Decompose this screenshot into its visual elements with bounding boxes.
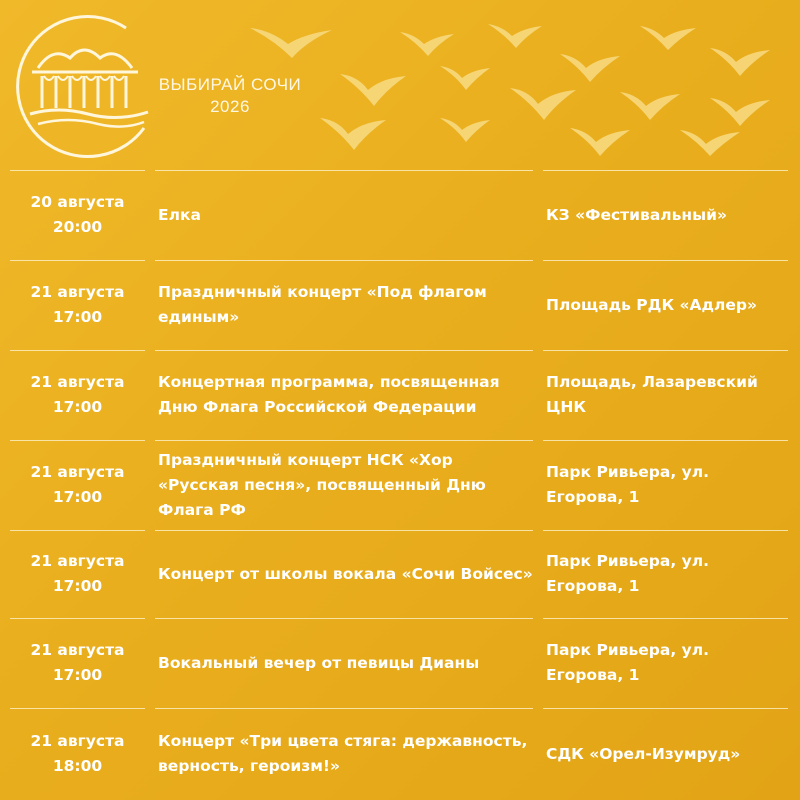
event-title: Вокальный вечер от певицы Дианы: [158, 653, 480, 672]
event-date: 21 августа 17:00: [30, 463, 125, 506]
event-date: 21 августа 17:00: [30, 373, 125, 416]
event-date: 21 августа 18:00: [30, 732, 125, 775]
event-place: Площадь РДК «Адлер»: [546, 295, 758, 314]
table-row: [0, 618, 800, 708]
header: [0, 0, 800, 170]
table-row: [0, 260, 800, 350]
event-title: Концерт «Три цвета стяга: державность, верность, героизм!»: [158, 732, 528, 775]
table-row: [0, 530, 800, 618]
table-row: [0, 350, 800, 440]
table-row: [0, 170, 800, 260]
event-title: Концертная программа, посвященная Дню Флага Российской Федерации: [158, 373, 500, 416]
event-date: 21 августа 17:00: [30, 283, 125, 326]
event-place: Площадь, Лазаревский ЦНК: [546, 373, 758, 416]
event-title: Праздничный концерт НСК «Хор «Русская песня», посвященный Дню Флага РФ: [158, 450, 486, 519]
brand-line-2: 2026: [210, 97, 250, 116]
event-place: СДК «Орел-Изумруд»: [546, 744, 741, 763]
event-place: Парк Ривьера, ул. Егорова, 1: [546, 463, 709, 506]
event-date: 20 августа 20:00: [30, 193, 125, 236]
brand-line-1: ВЫБИРАЙ СОЧИ: [158, 75, 302, 94]
event-date: 21 августа 17:00: [30, 552, 125, 595]
table-row: [0, 708, 800, 800]
event-title: Концерт от школы вокала «Сочи Войсес»: [158, 564, 533, 583]
event-title: Праздничный концерт «Под флагом единым»: [158, 283, 487, 326]
event-title: Елка: [158, 205, 201, 224]
event-date: 21 августа 17:00: [30, 641, 125, 684]
event-place: Парк Ривьера, ул. Егорова, 1: [546, 641, 709, 684]
event-place: Парк Ривьера, ул. Егорова, 1: [546, 552, 709, 595]
event-place: КЗ «Фестивальный»: [546, 205, 728, 224]
table-row: [0, 440, 800, 530]
seagull-flock-icon: [240, 18, 800, 158]
